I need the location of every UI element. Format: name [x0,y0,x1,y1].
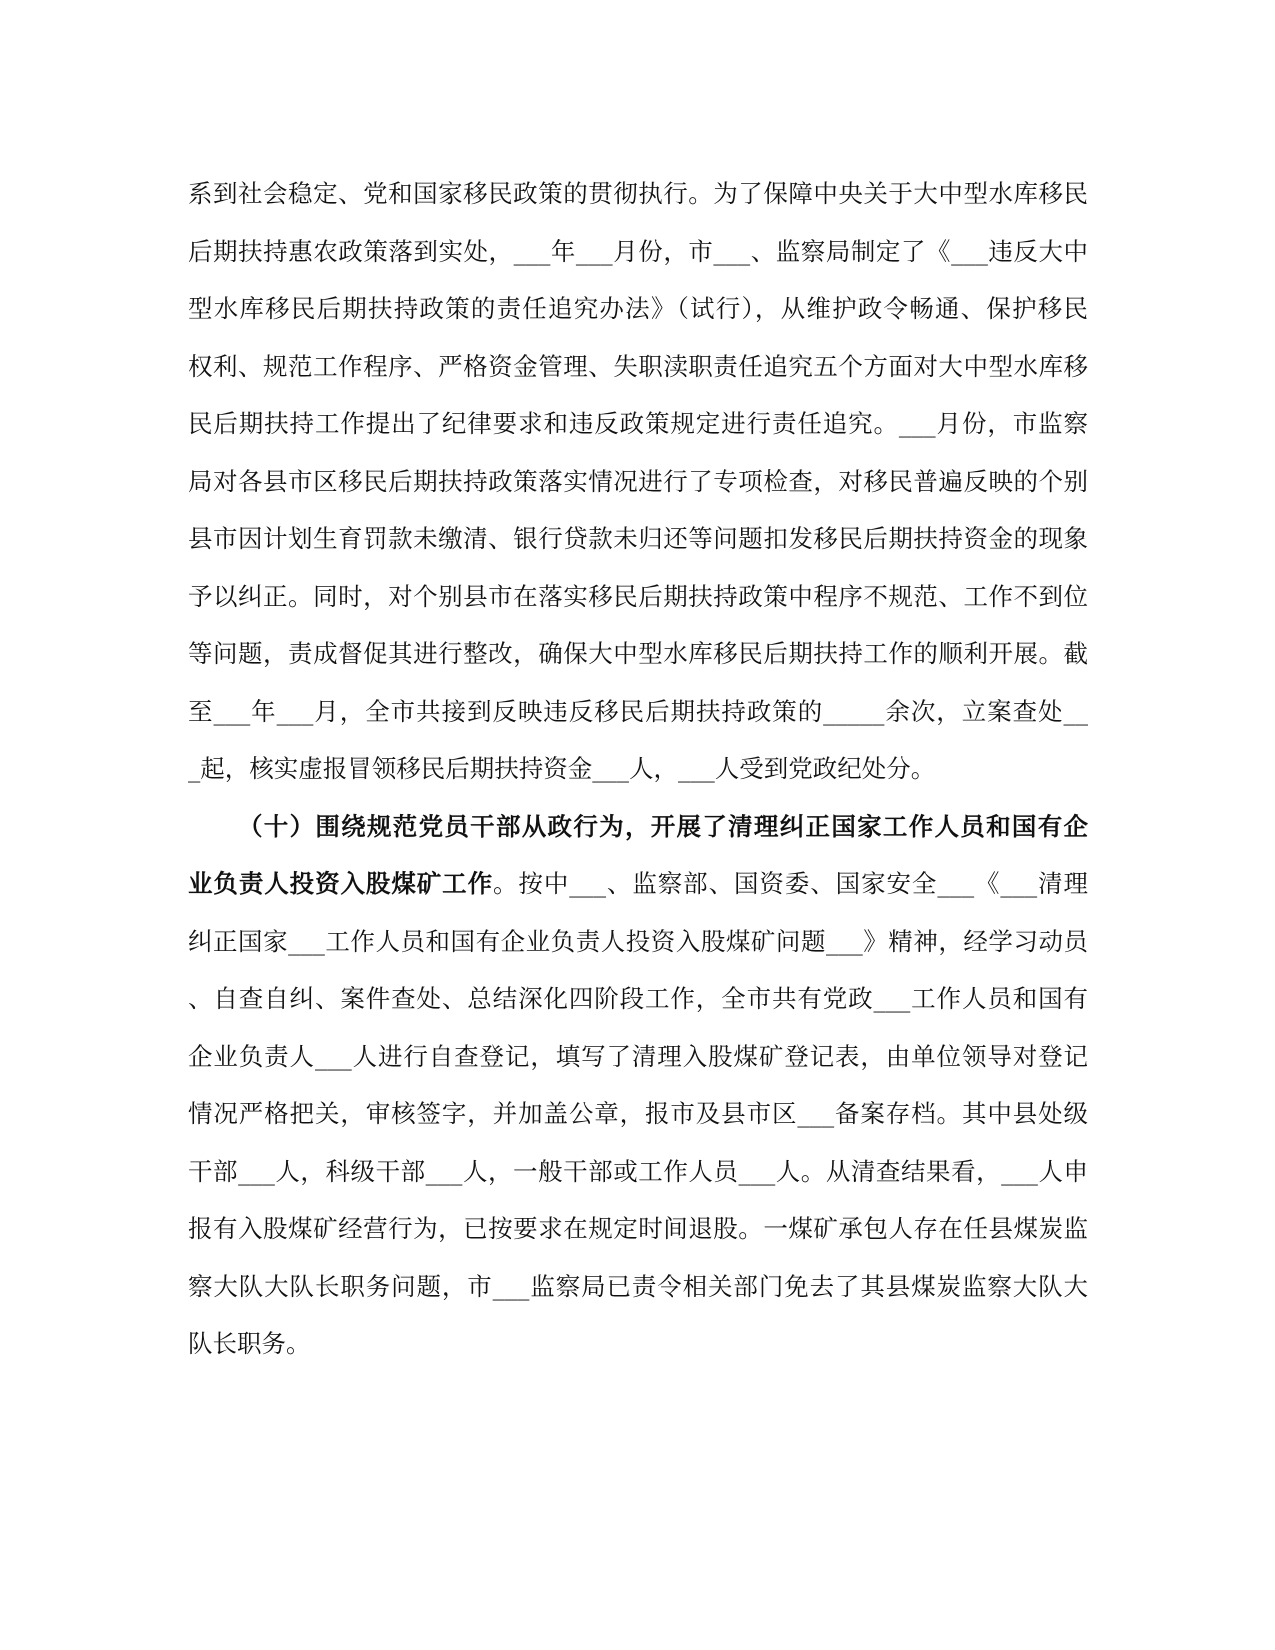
body-line-9: 等问题，责成督促其进行整改，确保大中型水库移民后期扶持工作的顺利开展。截 [188,639,1088,668]
body-line-11: _起，核实虚报冒领移民后期扶持资金___人，___人受到党政纪处分。 [188,754,936,783]
body-line-7: 县市因计划生育罚款未缴清、银行贷款未归还等问题扣发移民后期扶持资金的现象 [188,524,1088,553]
section-line-10: 队长职务。 [188,1329,311,1358]
body-line-2: 后期扶持惠农政策落到实处，___年___月份，市___、监察局制定了《___违反大中 [188,236,1088,266]
section-line-rest: 。按中___、监察部、国资委、国家安全___《___清理 [493,869,1088,898]
section-heading-continuation: 业负责人投资入股煤矿工作 [188,869,493,898]
body-line-8: 予以纠正。同时，对个别县市在落实移民后期扶持政策中程序不规范、工作不到位 [188,581,1088,611]
section-line-5: 企业负责人___人进行自查登记，填写了清理入股煤矿登记表，由单位领导对登记 [188,1041,1088,1071]
body-line-4: 权利、规范工作程序、严格资金管理、失职渎职责任追究五个方面对大中型水库移 [188,351,1088,381]
document-body [188,165,1088,1373]
body-line-3: 型水库移民后期扶持政策的责任追究办法》（试行），从维护政令畅通、保护移民 [188,294,1088,323]
body-line-1: 系到社会稳定、党和国家移民政策的贯彻执行。为了保障中央关于大中型水库移民 [188,179,1088,208]
body-line-5: 民后期扶持工作提出了纪律要求和违反政策规定进行责任追究。___月份，市监察 [188,409,1088,438]
section-line-3: 纠正国家___工作人员和国有企业负责人投资入股煤矿问题___》精神，经学习动员 [188,926,1088,956]
section-heading: （十）围绕规范党员干部从政行为，开展了清理纠正国家工作人员和国有企 [238,811,1088,841]
section-line-9: 察大队大队长职务问题，市___监察局已责令相关部门免去了其县煤炭监察大队大 [188,1271,1088,1301]
section-line-8: 报有入股煤矿经营行为，已按要求在规定时间退股。一煤矿承包人存在任县煤炭监 [188,1214,1088,1243]
body-line-6: 局对各县市区移民后期扶持政策落实情况进行了专项检查，对移民普遍反映的个别 [188,466,1088,496]
body-line-10: 至___年___月，全市共接到反映违反移民后期扶持政策的_____余次，立案查处__ [188,696,1088,726]
section-line-heading-cont [188,855,1088,913]
section-line-7: 干部___人，科级干部___人，一般干部或工作人员___人。从清查结果看，___人申 [188,1156,1088,1186]
section-line-4: 、自查自纠、案件查处、总结深化四阶段工作，全市共有党政___工作人员和国有 [188,984,1088,1013]
section-line-6: 情况严格把关，审核签字，并加盖公章，报市及县市区___备案存档。其中县处级 [188,1099,1088,1128]
